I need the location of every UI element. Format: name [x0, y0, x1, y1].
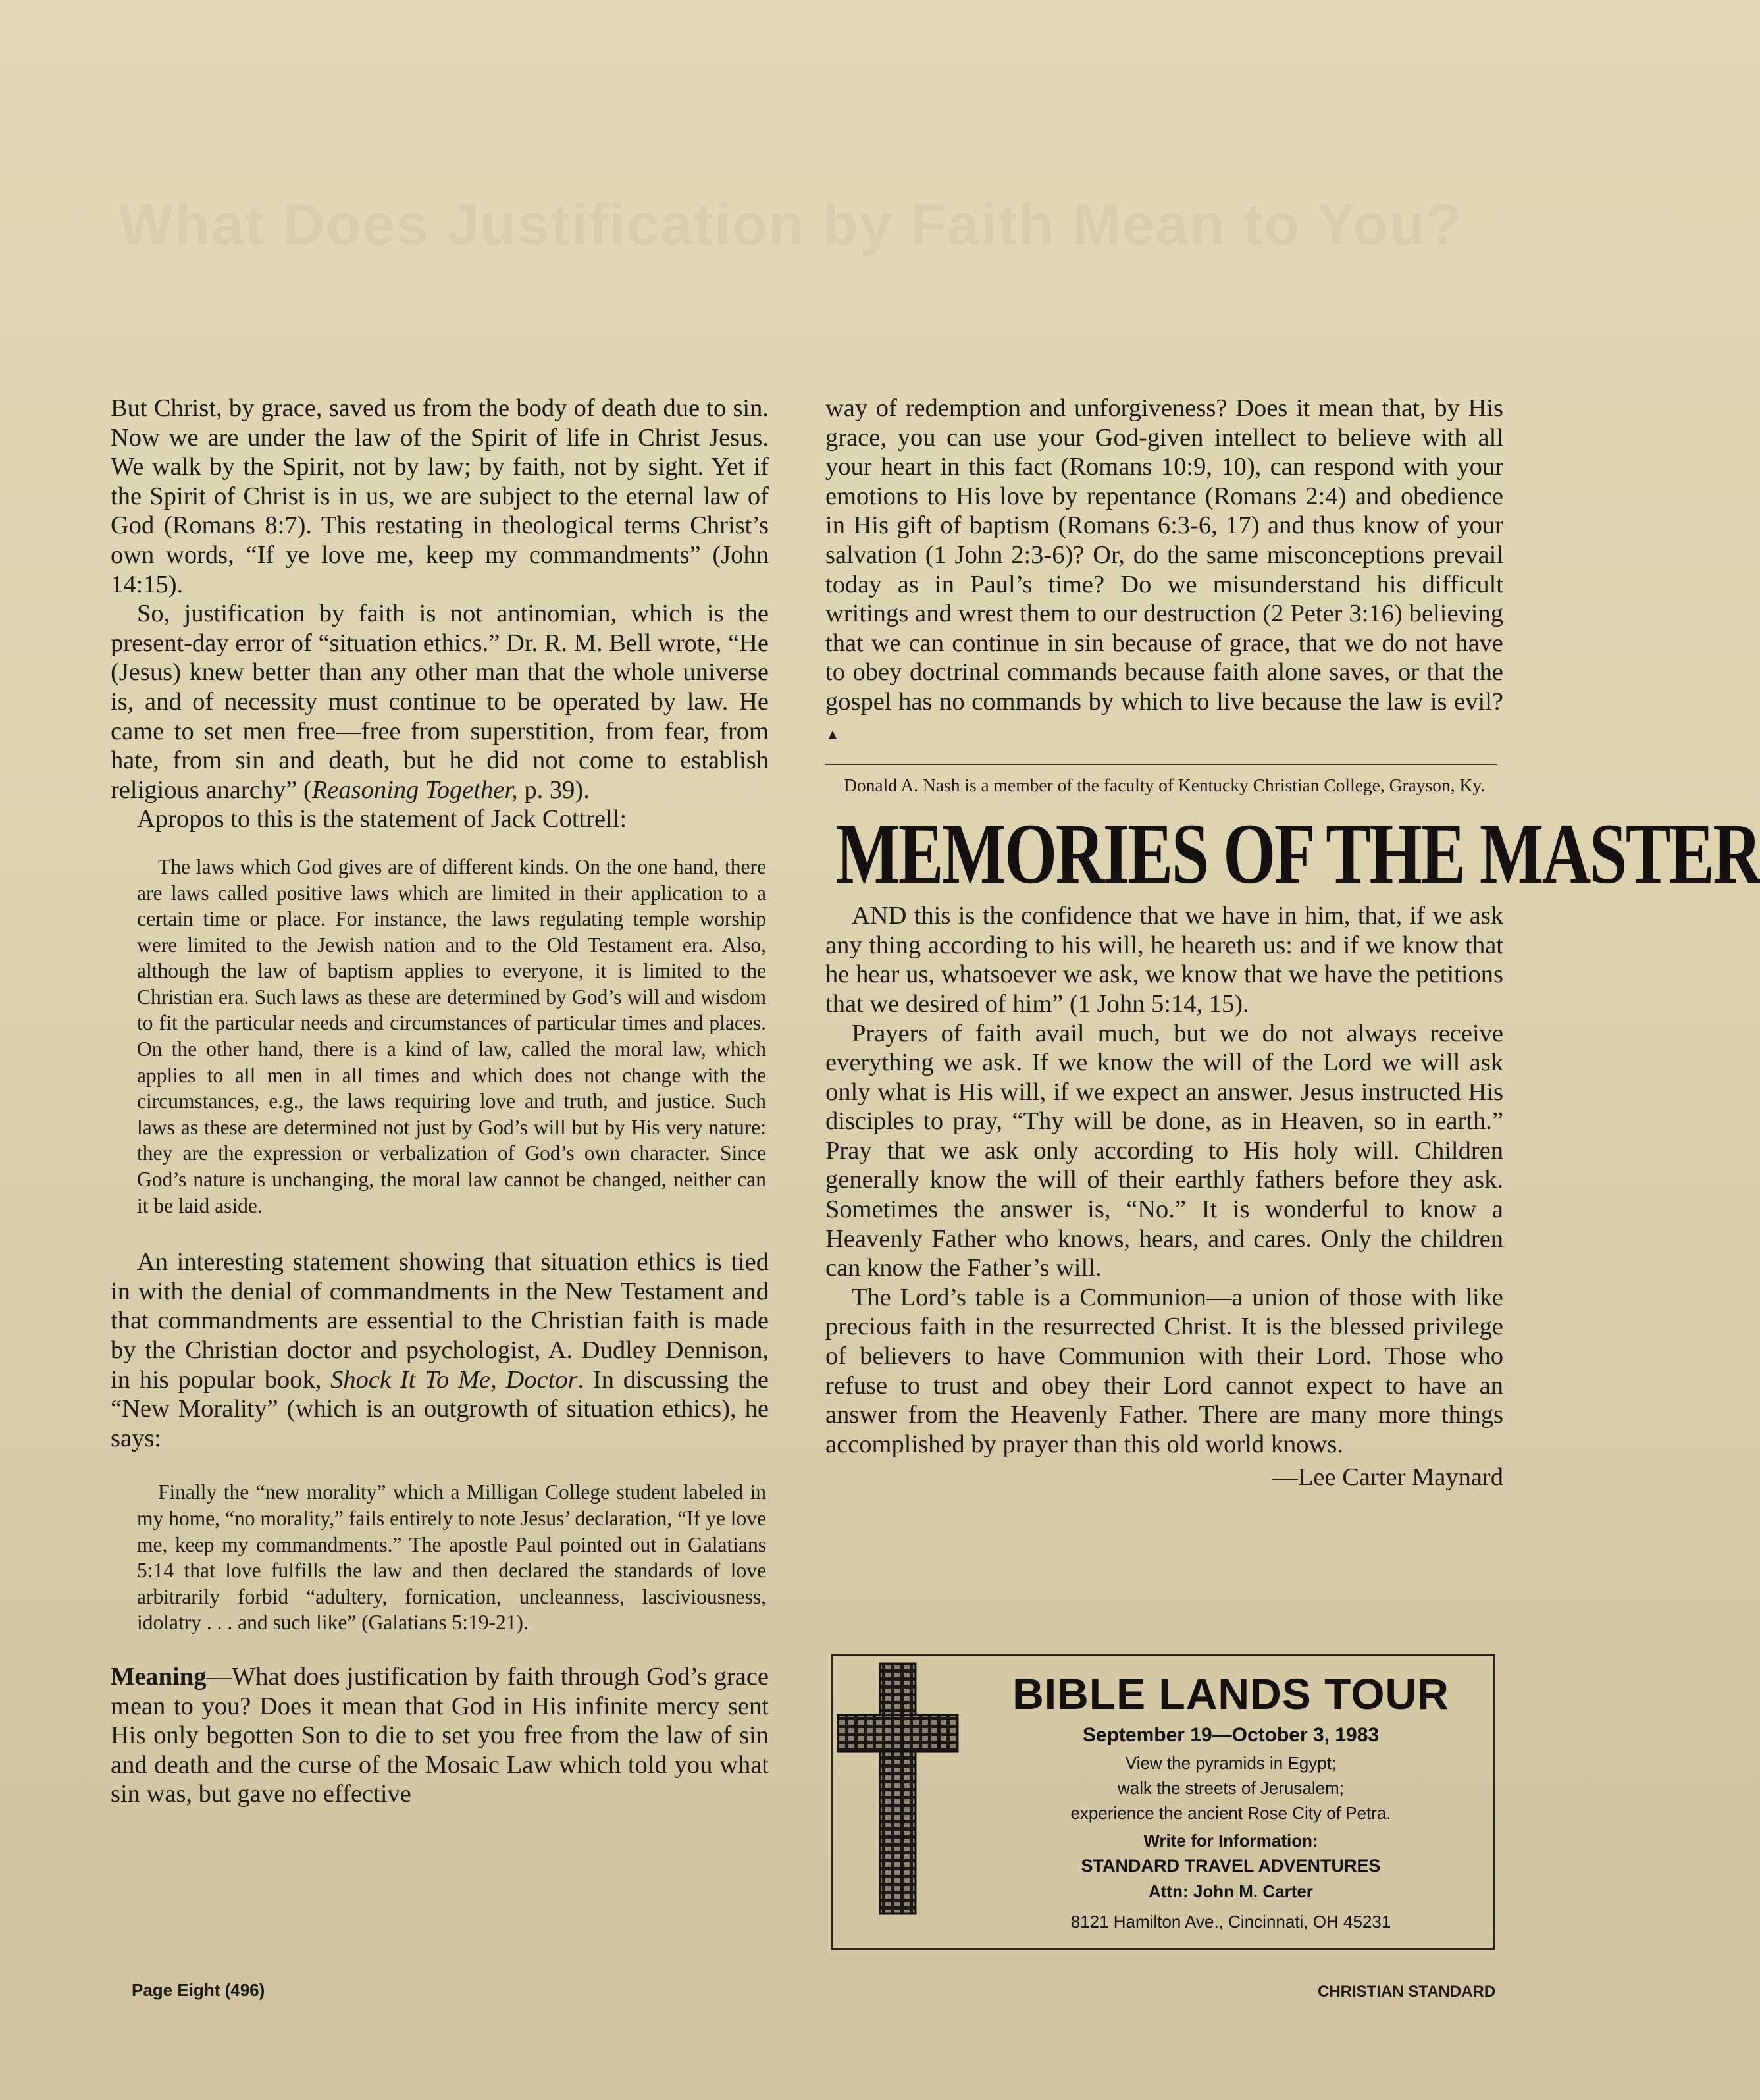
- meaning-text: —What does justification by faith through God’s grace mean to you? Does it mean that God in His infinite mercy sent His only begotten Son to die to set you free from the law of sin and death and the curse of the Mosaic Law which told you what sin was, but gave no effective: [111, 1662, 769, 1808]
- cross-icon: [838, 1664, 958, 1914]
- bible-lands-tour-ad: [831, 1654, 1495, 1950]
- ad-attn: Attn: John M. Carter: [1149, 1881, 1313, 1901]
- paragraph-1: But Christ, by grace, saved us from the body of death due to sin. Now we are under the law of the Spirit of life in Christ Jesus. We walk by the Spirit, not by law; by faith, not by sight. Yet if the Spirit of Christ is in us, we are subject to the eternal law of God (Romans 8:7). This restating in theological terms Christ’s own words, “If ye love me, keep my commandments” (John 14:15).: [111, 394, 769, 598]
- ad-address: 8121 Hamilton Ave., Cincinnati, OH 45231: [1070, 1912, 1391, 1931]
- memories-paragraph-1: AND this is the confidence that we have in him, that, if we ask any thing according to his will, he heareth us: and if we know that he hear us, whatsoever we ask, we know that we have the petitions that we desired of him” (1 John 5:14, 15).: [825, 902, 1503, 1018]
- ad-line-2: walk the streets of Jerusalem;: [1118, 1778, 1344, 1798]
- paragraph-3: Apropos to this is the statement of Jack Cottrell:: [137, 805, 627, 833]
- right-column: [825, 394, 1760, 1493]
- ad-line-3: experience the ancient Rose City of Petra.: [1070, 1803, 1391, 1823]
- magazine-name: CHRISTIAN STANDARD: [1318, 1983, 1496, 2001]
- ad-dates: September 19—October 3, 1983: [1082, 1724, 1380, 1746]
- memories-title: MEMORIES OF THE MASTER: [836, 805, 1760, 903]
- ad-title: BIBLE LANDS TOUR: [1012, 1669, 1449, 1718]
- faint-heading: What Does Justification by Faith Mean to You?: [118, 192, 1463, 257]
- paragraph-4: [111, 1247, 769, 1453]
- author-bio: Donald A. Nash is a member of the faculty of Kentucky Christian College, Grayson, Ky.: [844, 775, 1486, 796]
- meaning-label: Meaning: [111, 1662, 207, 1691]
- paragraph-2: [111, 599, 769, 804]
- end-mark-icon: ▲: [825, 725, 840, 743]
- paragraph-4-end: . In discussing the “New Morality” (which is an outgrowth of situation ethics), he says:: [111, 1365, 769, 1452]
- ad-company: STANDARD TRAVEL ADVENTURES: [1081, 1856, 1381, 1876]
- ad-write-for-info: Write for Information:: [1143, 1831, 1318, 1851]
- book-title-reasoning: Reasoning Together,: [311, 775, 518, 804]
- ad-text: [971, 1667, 1491, 1939]
- paragraph-2-end: p. 39).: [517, 775, 590, 804]
- continuation-text: way of redemption and unforgiveness? Does it mean that, by His grace, you can use your God-given intellect to believe with all your heart in this fact (Romans 10:9, 10), can respond with your emotions to His love by repentance (Romans 2:4) and obedience in His gift of baptism (Romans 6:3-6, 17) and thus know of your salvation (1 John 2:3-6)? Or, do the same misconceptions prevail today as in Paul’s time? Do we misunderstand his difficult writings and wrest them to our destruction (2 Peter 3:16) believing that we can continue in sin because of grace, that we do not have to obey doctrinal commands because faith alone saves, or that the gospel has no commands by which to live because the law is evil?: [825, 394, 1503, 716]
- book-title-shock: Shock It To Me, Doctor: [330, 1365, 578, 1394]
- page-number: Page Eight (496): [132, 1980, 265, 2000]
- dennison-quote: Finally the “new morality” which a Milligan College student labeled in my home, “no morality,” fails entirely to note Jesus’ declaration, “If ye love me, keep my commandments.” The apostle Paul pointed out in Galatians 5:14 that love fulfills the law and then declared the standards of love arbitrarily forbid “adultery, fornication, uncleanness, lasciviousness, idolatry . . . and such like” (Galatians 5:19-21).: [137, 1481, 766, 1635]
- memories-paragraph-3: The Lord’s table is a Communion—a union of those with like precious faith in the resurrected Christ. It is the blessed privilege of believers to have Communion with their Lord. Those who refuse to trust and obey their Lord cannot expect to have an answer from the Heavenly Father. There are many more things accomplished by prayer than this old world knows.: [825, 1283, 1503, 1458]
- memories-signature: —Lee Carter Maynard: [1272, 1463, 1503, 1492]
- memories-paragraph-2: Prayers of faith avail much, but we do not always receive everything we ask. If we know the will of the Lord we will ask only what is His will, if we expect an answer. Jesus instructed His disciples to pray, “Thy will be done, as in Heaven, so in earth.” Pray that we ask only according to His holy will. Children generally know the will of their earthly fathers before they ask. Sometimes the answer is, “No.” It is wonderful to know a Heavenly Father who knows, hears, and cares. Only the children can know the Father’s will.: [825, 1019, 1503, 1282]
- paragraph-4-text: An interesting statement showing that situation ethics is tied in with the denial of commandments in the New Testament and that commandments are essential to the Christian faith is made by the Christian doctor and psychologist, A. Dudley Dennison, in his popular book,: [111, 1248, 769, 1394]
- continuation-paragraph: [825, 394, 1503, 749]
- paragraph-2-text: So, justification by faith is not antinomian, which is the present-day error of “situation ethics.” Dr. R. M. Bell wrote, “He (Jesus) knew better than any other man that the whole universe is, and of necessity must continue to be operated by law. He came to set men free—free from superstition, from fear, from hate, from sin and death, but he did not come to establish religious anarchy” (: [111, 600, 769, 804]
- cottrell-quote: The laws which God gives are of different kinds. On the one hand, there are laws called positive laws which are limited in their application to a certain time or place. For instance, the laws regulating temple worship were limited to the Jewish nation and to the Old Testament era. Also, although the law of baptism applies to everyone, it is limited to the Christian era. Such laws as these are determined by God’s will and wisdom to fit the particular needs and circumstances of particular times and places. On the other hand, there is a kind of law, called the moral law, which applies to all men in all times and which does not change with the circumstances, e.g., the laws requiring love and truth, and justice. Such laws as these are determined not just by God’s will but by His very nature: they are the expression or verbalization of God’s own character. Since God’s nature is unchanging, the moral law cannot be changed, neither can it be laid aside.: [137, 854, 766, 1217]
- ad-line-1: View the pyramids in Egypt;: [1125, 1753, 1337, 1773]
- bio-divider: [825, 764, 1497, 765]
- meaning-paragraph: [111, 1662, 769, 1809]
- left-column: [111, 394, 769, 1809]
